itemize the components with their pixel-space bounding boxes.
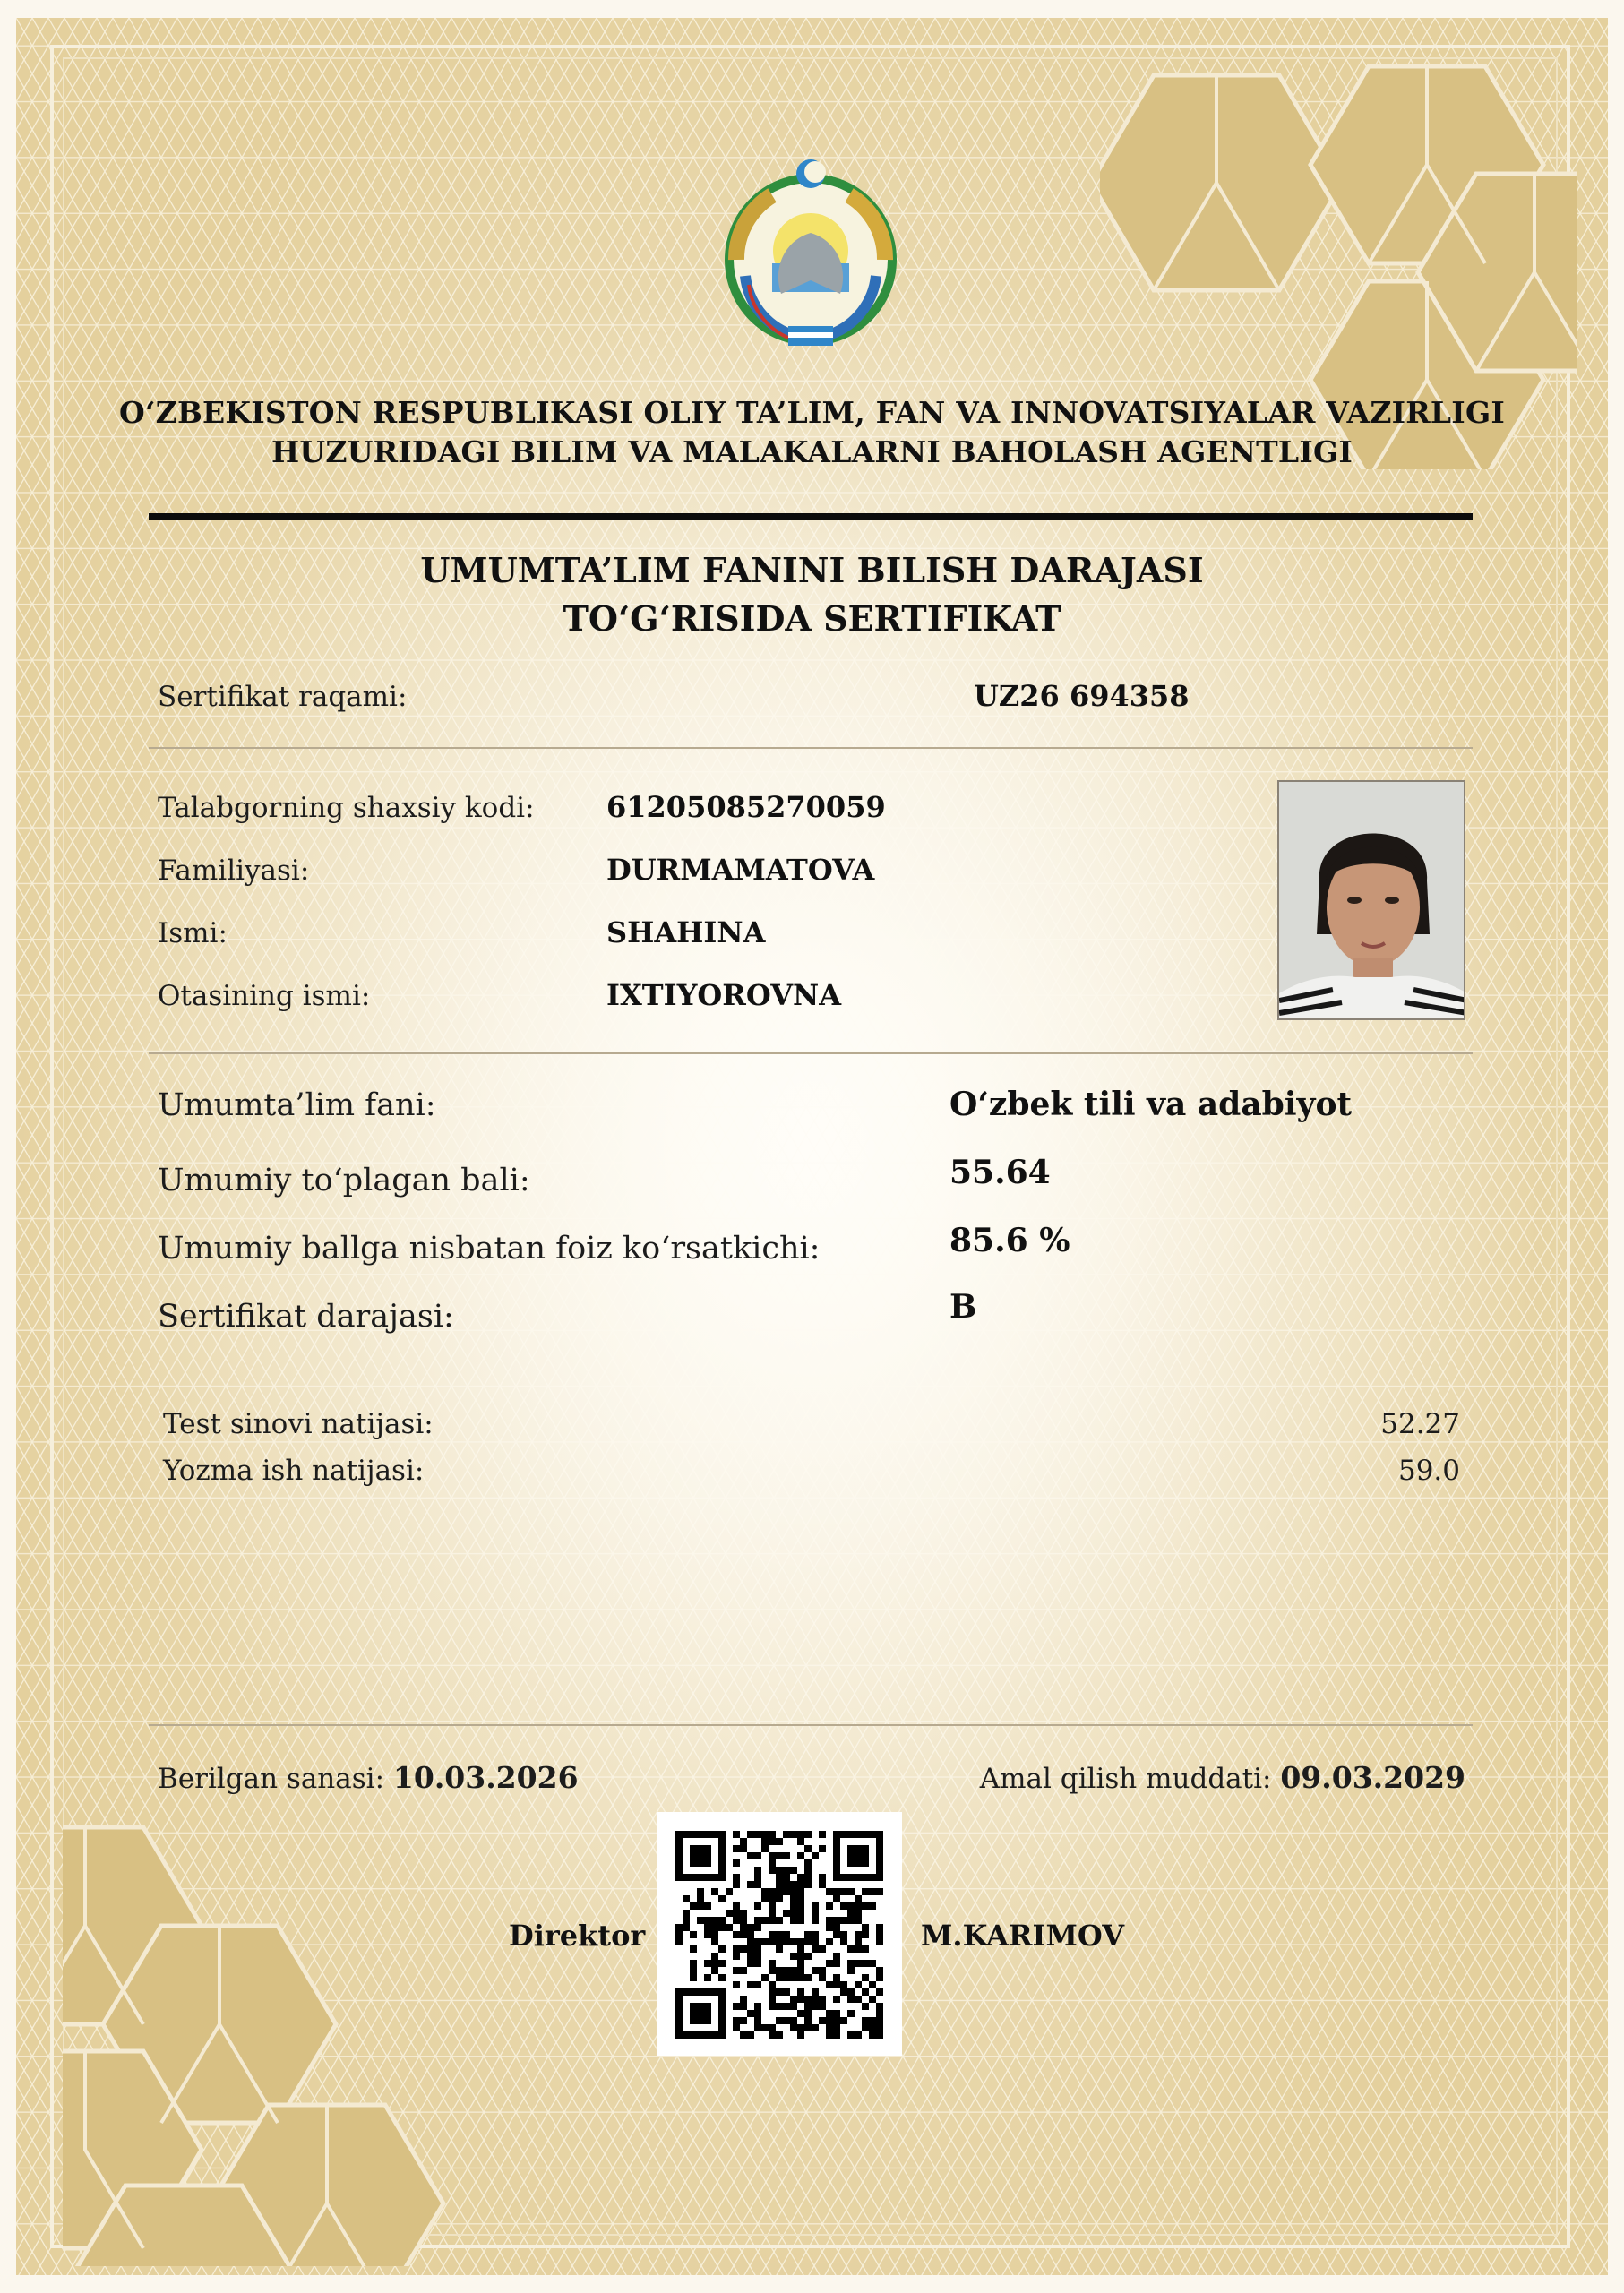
percent-value: 85.6 % (949, 1222, 1070, 1259)
certificate-level-label: Sertifikat darajasi: (158, 1299, 454, 1335)
certificate-number-label: Sertifikat raqami: (158, 681, 408, 713)
total-score-label: Umumiy to‘plagan bali: (158, 1163, 530, 1198)
test-result-label: Test sinovi natijasi: (163, 1408, 434, 1440)
subject-label: Umumta’lim fani: (158, 1087, 436, 1123)
section-divider (149, 1052, 1473, 1054)
issue-date-label: Berilgan sanasi: (158, 1763, 385, 1795)
validity-date-value: 09.03.2029 (1280, 1760, 1465, 1795)
subject-value: O‘zbek tili va adabiyot (949, 1086, 1353, 1123)
agency-header-line-2: HUZURIDAGI BILIM VA MALAKALARNI BAHOLASH AGENTLIGI (271, 434, 1353, 469)
section-divider (149, 747, 1473, 749)
footer-divider (149, 1724, 1473, 1726)
certificate-number-value: UZ26 694358 (974, 679, 1190, 713)
patronymic-label: Otasining ismi: (158, 980, 371, 1012)
certificate-title-line-1: UMUMTA’LIM FANINI BILISH DARAJASI (420, 550, 1204, 590)
agency-header-line-1: O‘ZBEKISTON RESPUBLIKASI OLIY TA’LIM, FAN VA INNOVATSIYALAR VAZIRLIGI (119, 395, 1505, 430)
total-score-value: 55.64 (949, 1154, 1051, 1191)
issue-date (158, 1760, 579, 1795)
validity-date (896, 1760, 1465, 1795)
written-result-label: Yozma ish natijasi: (163, 1455, 425, 1487)
applicant-photo (1277, 780, 1465, 1020)
first-name-label: Ismi: (158, 917, 228, 949)
first-name-value: SHAHINA (606, 915, 766, 949)
written-result-value: 59.0 (1397, 1455, 1460, 1487)
surname-value: DURMAMATOVA (606, 853, 875, 887)
patronymic-value: IXTIYOROVNA (606, 978, 842, 1012)
header-divider (149, 513, 1473, 520)
surname-label: Familiyasi: (158, 855, 310, 887)
corner-ornament-bottom-left (63, 1809, 528, 2266)
director-title: Direktor (509, 1919, 646, 1953)
certificate-level-value: B (949, 1288, 977, 1326)
verification-qr-code[interactable] (657, 1812, 902, 2056)
validity-date-label: Amal qilish muddati: (979, 1763, 1272, 1795)
percent-label: Umumiy ballga nisbatan foiz ko‘rsatkichi: (158, 1231, 821, 1267)
director-name: M.KARIMOV (921, 1919, 1125, 1953)
certificate-title-line-2: TO‘G‘RISIDA SERTIFIKAT (563, 598, 1061, 639)
personal-code-label: Talabgorning shaxsiy kodi: (158, 792, 535, 824)
test-result-value: 52.27 (1380, 1408, 1460, 1440)
issue-date-value: 10.03.2026 (392, 1760, 579, 1795)
state-emblem (709, 150, 912, 353)
personal-code-value: 61205085270059 (606, 790, 886, 824)
